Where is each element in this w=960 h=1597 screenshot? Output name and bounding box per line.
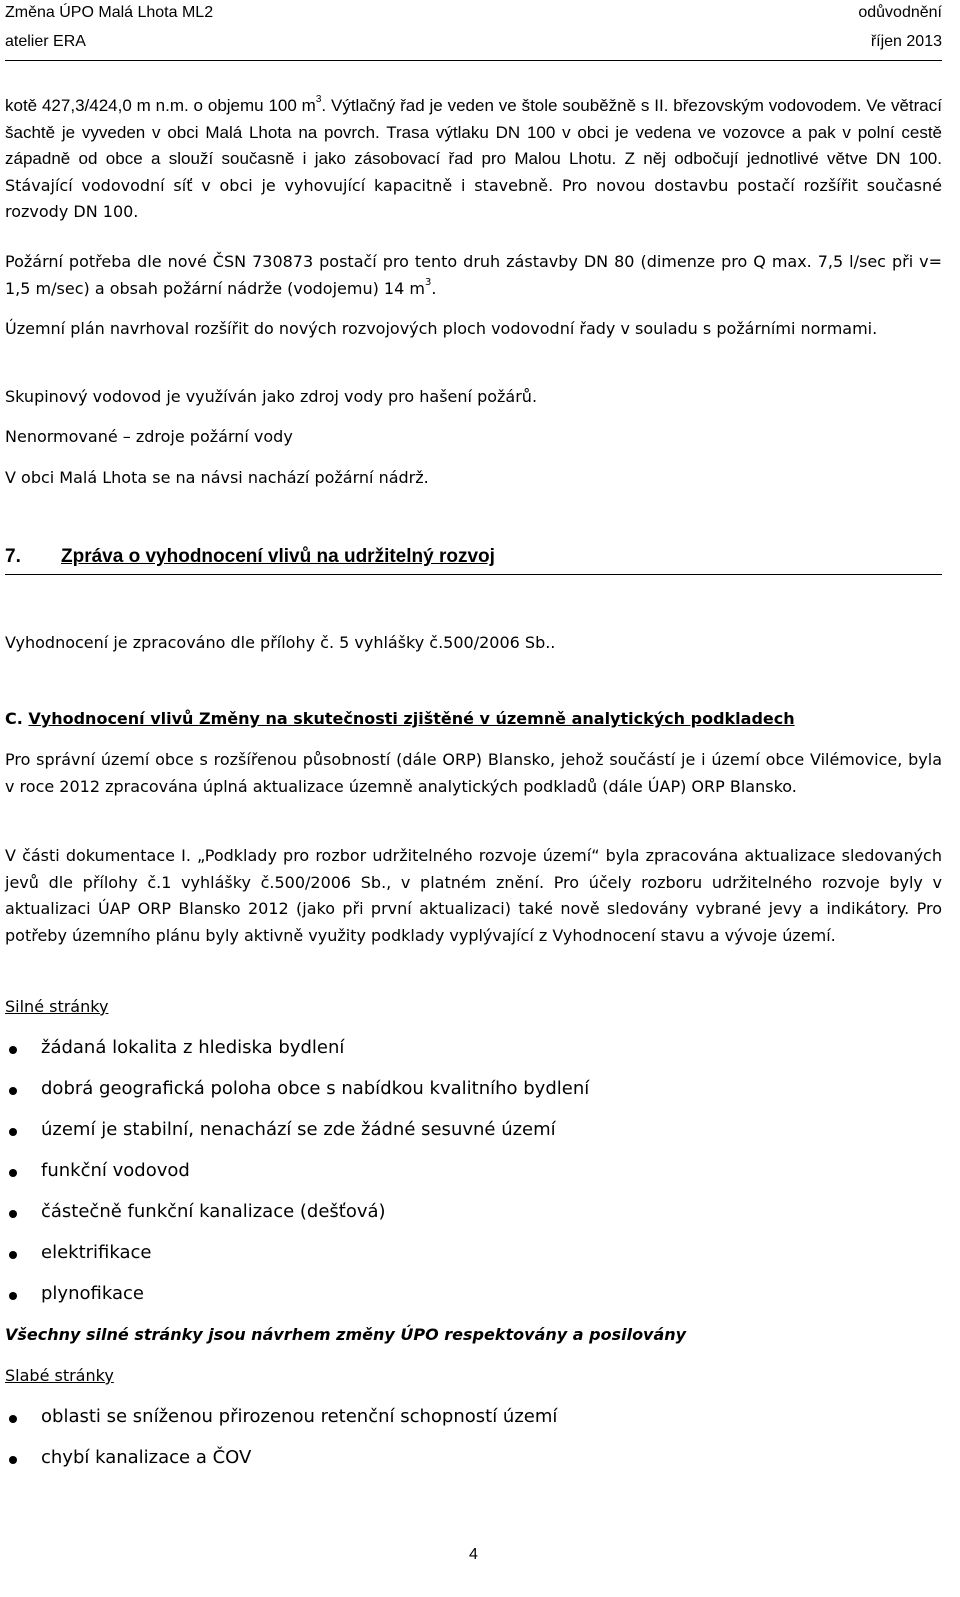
list-item: částečně funkční kanalizace (dešťová) (5, 1199, 942, 1240)
bullet-icon (9, 1046, 17, 1054)
document-page (5, 0, 942, 1597)
strengths-title: Silné stránky (5, 997, 109, 1016)
list-item: chybí kanalizace a ČOV (5, 1445, 942, 1486)
section-7-divider (5, 574, 942, 575)
header-author: atelier ERA (5, 33, 86, 50)
list-item: území je stabilní, nenachází se zde žádné sesuvné území (5, 1117, 942, 1158)
bullet-icon (9, 1210, 17, 1218)
section-7-title: Zpráva o vyhodnocení vlivů na udržitelný rozvoj (61, 546, 495, 567)
section-7-number: 7. (5, 546, 21, 567)
section-c-paragraph-2: V části dokumentace I. „Podklady pro rozbor udržitelného rozvoje území“ byla zpracována aktualizace sledovaných jevů dle přílohy č.1 vyhlášky č.500/2006 Sb., v platném znění. Pro účely rozboru udržitelného rozvoje byly v aktualizaci ÚAP ORP Blansko 2012 (jako při první aktualizaci) také nově sledovány vybrané jevy a indikátory. Pro potřeby územního plánu byly aktivně využity podklady vyplývající z Vyhodnocení stavu a vývoje území. (5, 846, 942, 945)
section-7-text: Vyhodnocení je zpracováno dle přílohy č. 5 vyhlášky č.500/2006 Sb.. (5, 633, 556, 652)
page-number: 4 (469, 1546, 478, 1563)
section-c-heading (5, 706, 942, 733)
bullet-icon (9, 1251, 17, 1259)
water-paragraph-6: V obci Malá Lhota se na návsi nachází požární nádrž. (5, 468, 429, 487)
water-paragraph-3: Územní plán navrhoval rozšířit do nových rozvojových ploch vodovodní řady v souladu s požárními normami. (5, 319, 878, 338)
list-item: elektrifikace (5, 1240, 942, 1281)
header-title: Změna ÚPO Malá Lhota ML2 (5, 4, 214, 21)
header-date: říjen 2013 (870, 33, 942, 50)
list-item: oblasti se sníženou přirozenou retenční schopností území (5, 1404, 942, 1445)
list-item: žádaná lokalita z hlediska bydlení (5, 1035, 942, 1076)
header-divider (5, 60, 942, 61)
bullet-icon (9, 1456, 17, 1464)
strengths-note: Všechny silné stránky jsou návrhem změny ÚPO respektovány a posilovány (5, 1325, 687, 1344)
bullet-icon (9, 1415, 17, 1423)
weaknesses-list (5, 1404, 942, 1486)
section-c-paragraph-1: Pro správní území obce s rozšířenou působností (dále ORP) Blansko, jehož součástí je i území obce Vilémovice, byla v roce 2012 zpracována úplná aktualizace územně analytických podkladů (dále ÚAP) ORP Blansko. (5, 750, 942, 796)
water-paragraph-2: Požární potřeba dle nové ČSN 730873 postačí pro tento druh zástavby DN 80 (dimenze pro Q max. 7,5 l/sec při v= 1,5 m/sec) a obsah požární nádrže (vodojemu) 14 $m^3$. (5, 252, 942, 298)
weaknesses-title: Slabé stránky (5, 1366, 114, 1385)
strengths-list (5, 1035, 942, 1322)
section-c-letter: C. (5, 709, 23, 728)
list-item: plynofikace (5, 1281, 942, 1322)
water-paragraph-4: Skupinový vodovod je využíván jako zdroj vody pro hašení požárů. (5, 387, 538, 406)
header-section: odůvodnění (858, 4, 942, 21)
list-item: funkční vodovod (5, 1158, 942, 1199)
water-paragraph-5: Nenormované – zdroje požární vody (5, 427, 293, 446)
bullet-icon (9, 1292, 17, 1300)
bullet-icon (9, 1087, 17, 1095)
bullet-icon (9, 1128, 17, 1136)
section-c-title: Vyhodnocení vlivů Změny na skutečnosti zjištěné v územně analytických podkladech (28, 709, 795, 728)
bullet-icon (9, 1169, 17, 1177)
list-item: dobrá geografická poloha obce s nabídkou kvalitního bydlení (5, 1076, 942, 1117)
water-paragraph-1: kotě 427,3/424,0 m n.m. o objemu 100 $m^3$. Výtlačný řad je veden ve štole souběžně s II. březovským vodovodem. Ve větrací šachtě je vyveden v obci Malá Lhota na povrch. Trasa výtlaku DN 100 v obci je vedena ve vozovce a pak v polní cestě západně od obce a slouží současně i jako zásobovací řad pro Malou Lhotu. Z něj odbočují jednotlivé větve DN 100. Stávající vodovodní síť v obci je vyhovující kapacitně i stavebně. Pro novou dostavbu postačí rozšířit současné rozvody DN 100. (5, 94, 942, 221)
